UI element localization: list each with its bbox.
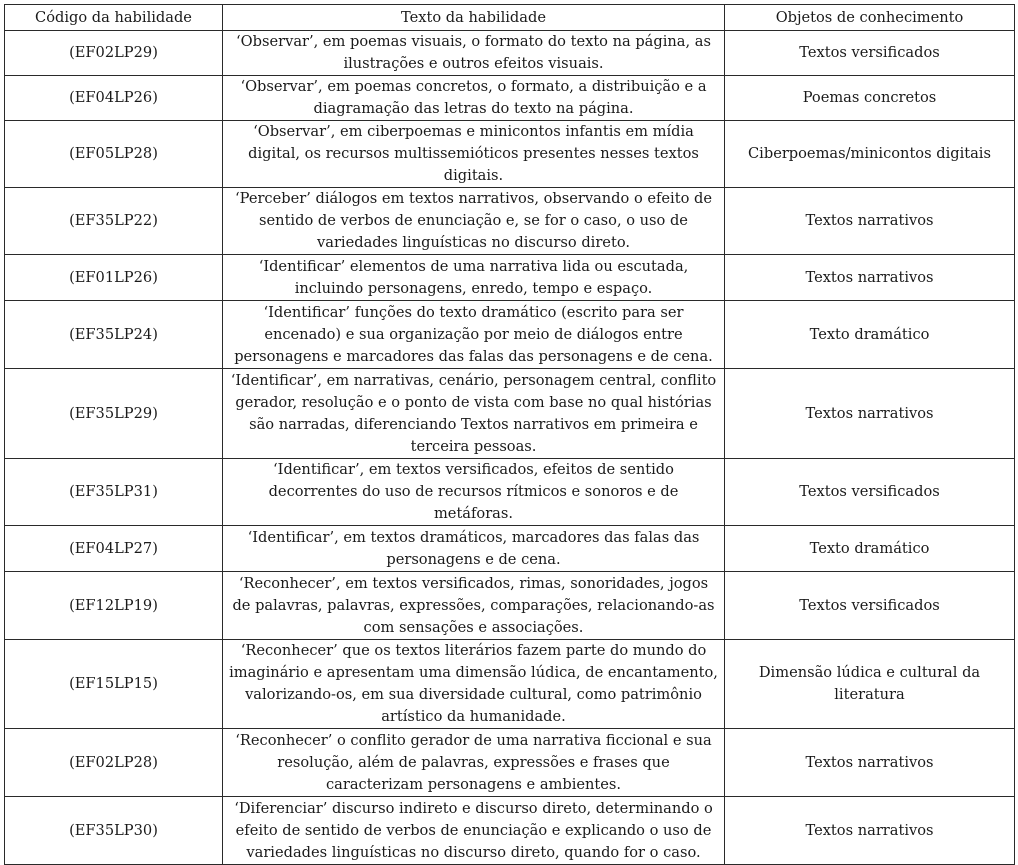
knowledge-object: Ciberpoemas/minicontos digitais bbox=[725, 121, 1015, 188]
skill-code: (EF02LP28) bbox=[5, 729, 223, 797]
knowledge-object: Textos versificados bbox=[725, 572, 1015, 640]
knowledge-object: Textos versificados bbox=[725, 31, 1015, 76]
header-code: Código da habilidade bbox=[5, 5, 223, 31]
header-row bbox=[5, 5, 1015, 31]
header-text: Texto da habilidade bbox=[223, 5, 725, 31]
skill-text: ‘Observar’, em poemas visuais, o formato do texto na página, as ilustrações e outros efeitos visuais. bbox=[223, 31, 725, 76]
table-row bbox=[5, 572, 1015, 640]
skill-code: (EF35LP24) bbox=[5, 301, 223, 369]
skill-text: ‘Identificar’, em textos versificados, efeitos de sentido decorrentes do uso de recursos rítmicos e sonoros e de metáforas. bbox=[223, 459, 725, 526]
skill-code: (EF35LP22) bbox=[5, 188, 223, 255]
table-row bbox=[5, 188, 1015, 255]
table-row bbox=[5, 640, 1015, 729]
skill-text: ‘Diferenciar’ discurso indireto e discurso direto, determinando o efeito de sentido de verbos de enunciação e explicando o uso de variedades linguísticas no discurso direto, quando for o caso. bbox=[223, 797, 725, 865]
skill-text: ‘Identificar’, em textos dramáticos, marcadores das falas das personagens e de cena. bbox=[223, 526, 725, 572]
table-row bbox=[5, 255, 1015, 301]
table-row bbox=[5, 526, 1015, 572]
skill-text: ‘Observar’, em ciberpoemas e minicontos infantis em mídia digital, os recursos multissemióticos presentes nesses textos digitais. bbox=[223, 121, 725, 188]
skill-text: ‘Reconhecer’ que os textos literários fazem parte do mundo do imaginário e apresentam uma dimensão lúdica, de encantamento, valorizando-os, em sua diversidade cultural, como patrimônio artístico da humanidade. bbox=[223, 640, 725, 729]
skill-code: (EF12LP19) bbox=[5, 572, 223, 640]
knowledge-object: Textos narrativos bbox=[725, 729, 1015, 797]
skill-code: (EF15LP15) bbox=[5, 640, 223, 729]
header-objects: Objetos de conhecimento bbox=[725, 5, 1015, 31]
skill-code: (EF04LP27) bbox=[5, 526, 223, 572]
table-row bbox=[5, 121, 1015, 188]
table-row bbox=[5, 31, 1015, 76]
skill-code: (EF01LP26) bbox=[5, 255, 223, 301]
table-row bbox=[5, 729, 1015, 797]
knowledge-object: Textos narrativos bbox=[725, 188, 1015, 255]
skill-text: ‘Observar’, em poemas concretos, o formato, a distribuição e a diagramação das letras do texto na página. bbox=[223, 76, 725, 121]
knowledge-object: Texto dramático bbox=[725, 301, 1015, 369]
skill-text: ‘Perceber’ diálogos em textos narrativos, observando o efeito de sentido de verbos de enunciação e, se for o caso, o uso de variedades linguísticas no discurso direto. bbox=[223, 188, 725, 255]
skill-code: (EF35LP29) bbox=[5, 369, 223, 459]
table-row bbox=[5, 301, 1015, 369]
skill-text: ‘Identificar’ funções do texto dramático (escrito para ser encenado) e sua organização por meio de diálogos entre personagens e marcadores das falas das personagens e de cena. bbox=[223, 301, 725, 369]
skill-code: (EF05LP28) bbox=[5, 121, 223, 188]
knowledge-object: Poemas concretos bbox=[725, 76, 1015, 121]
table-row bbox=[5, 369, 1015, 459]
knowledge-object: Textos narrativos bbox=[725, 797, 1015, 865]
skill-text: ‘Identificar’, em narrativas, cenário, personagem central, conflito gerador, resolução e o ponto de vista com base no qual histórias são narradas, diferenciando Textos narrativos em primeira e terceira pessoas. bbox=[223, 369, 725, 459]
knowledge-object: Textos narrativos bbox=[725, 369, 1015, 459]
skill-text: ‘Reconhecer’, em textos versificados, rimas, sonoridades, jogos de palavras, palavras, expressões, comparações, relacionando-as com sensações e associações. bbox=[223, 572, 725, 640]
skill-text: ‘Reconhecer’ o conflito gerador de uma narrativa ficcional e sua resolução, além de palavras, expressões e frases que caracterizam personagens e ambientes. bbox=[223, 729, 725, 797]
knowledge-object: Textos narrativos bbox=[725, 255, 1015, 301]
knowledge-object: Texto dramático bbox=[725, 526, 1015, 572]
knowledge-object: Textos versificados bbox=[725, 459, 1015, 526]
table-row bbox=[5, 76, 1015, 121]
skill-code: (EF35LP31) bbox=[5, 459, 223, 526]
skill-text: ‘Identificar’ elementos de uma narrativa lida ou escutada, incluindo personagens, enredo, tempo e espaço. bbox=[223, 255, 725, 301]
skill-code: (EF02LP29) bbox=[5, 31, 223, 76]
skill-code: (EF04LP26) bbox=[5, 76, 223, 121]
knowledge-object: Dimensão lúdica e cultural da literatura bbox=[725, 640, 1015, 729]
skills-table bbox=[4, 4, 1015, 865]
table-row bbox=[5, 459, 1015, 526]
table-row bbox=[5, 797, 1015, 865]
skill-code: (EF35LP30) bbox=[5, 797, 223, 865]
